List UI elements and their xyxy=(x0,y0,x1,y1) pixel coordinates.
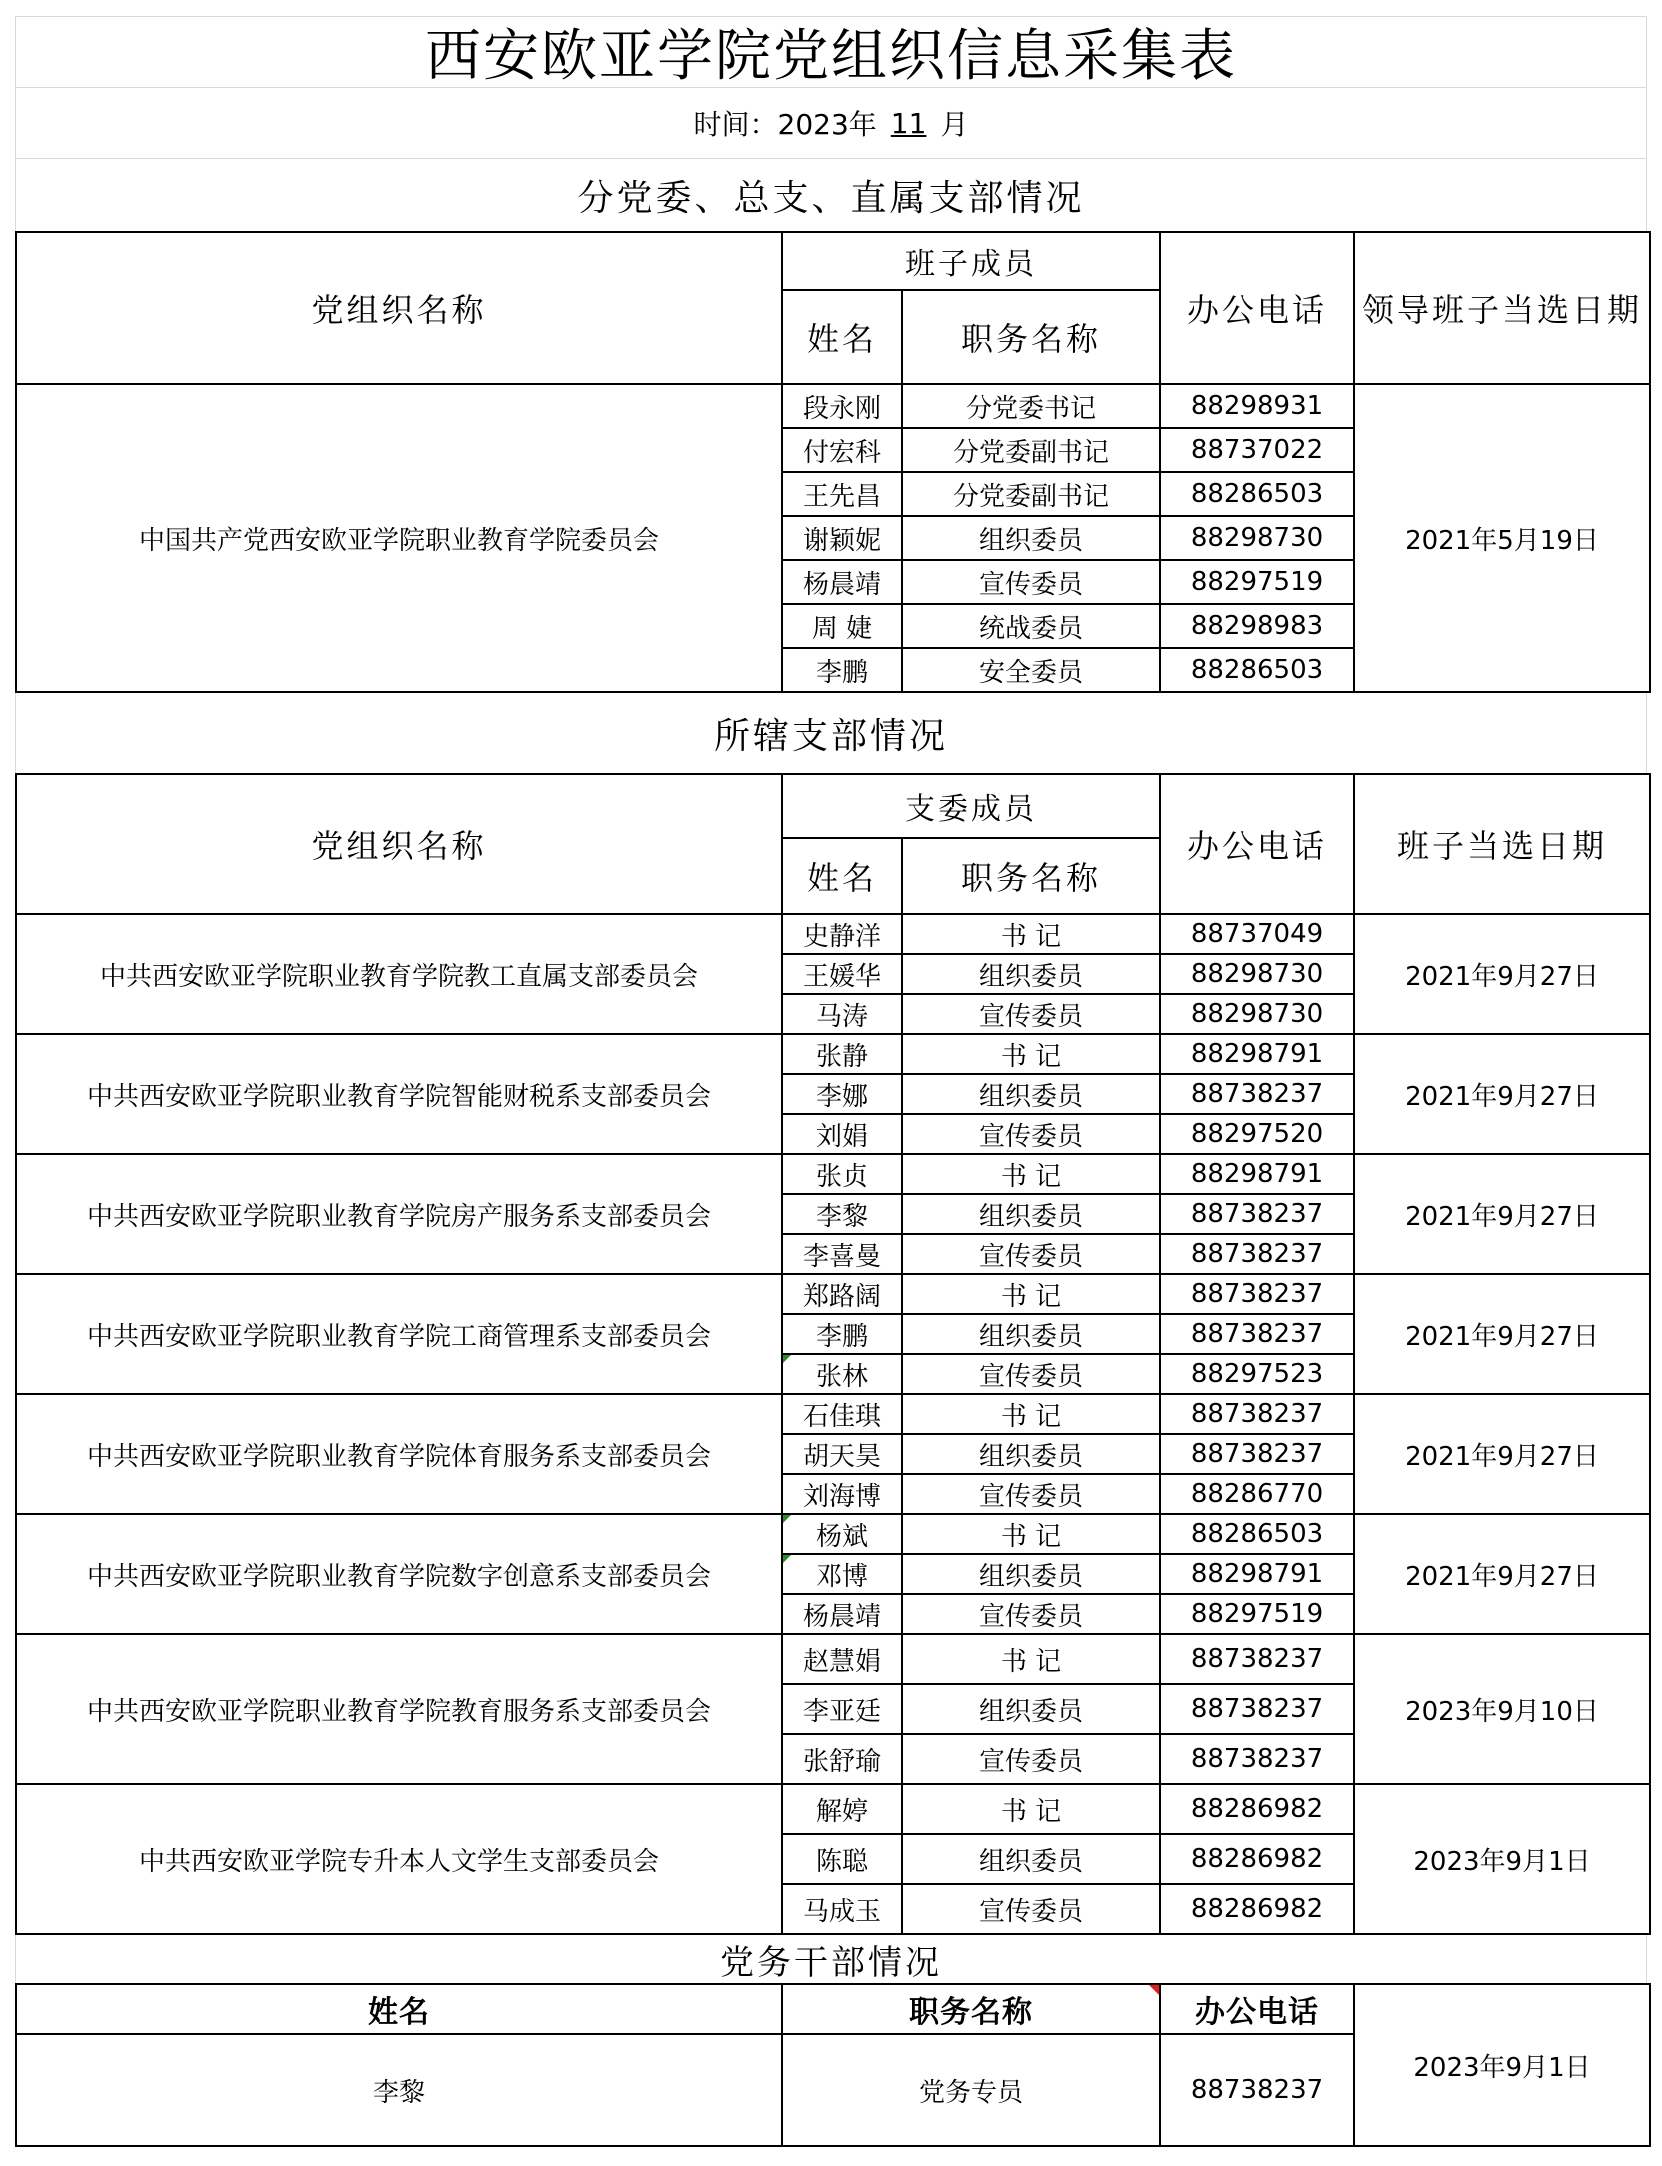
member-name: 刘娟 xyxy=(782,1114,902,1154)
member-phone: 88298791 xyxy=(1160,1034,1354,1074)
member-position: 书 记 xyxy=(902,1784,1160,1834)
branch-election-date: 2021年9月27日 xyxy=(1354,1394,1650,1514)
member-position: 组织委员 xyxy=(902,1074,1160,1114)
branch-org-name: 中共西安欧亚学院职业教育学院数字创意系支部委员会 xyxy=(16,1514,782,1634)
table-row xyxy=(16,1784,1650,1834)
header-name: 姓名 xyxy=(782,838,902,914)
member-phone: 88737049 xyxy=(1160,914,1354,954)
table-row xyxy=(16,384,1650,428)
table-row xyxy=(16,1274,1650,1314)
branch-election-date: 2021年9月27日 xyxy=(1354,1274,1650,1394)
period-line xyxy=(15,87,1647,159)
member-name: 马成玉 xyxy=(782,1884,902,1934)
table-row xyxy=(16,914,1650,954)
header-phone: 办公电话 xyxy=(1160,232,1354,384)
header-members: 支委成员 xyxy=(782,774,1160,838)
header-org: 党组织名称 xyxy=(16,774,782,914)
member-name: 张舒瑜 xyxy=(782,1734,902,1784)
member-phone: 88286503 xyxy=(1160,1514,1354,1554)
header-phone: 办公电话 xyxy=(1160,774,1354,914)
period-prefix: 时间：2023年 xyxy=(693,108,877,141)
table-row xyxy=(16,1154,1650,1194)
member-phone: 88738237 xyxy=(1160,1434,1354,1474)
member-phone: 88738237 xyxy=(1160,1634,1354,1684)
member-name: 王媛华 xyxy=(782,954,902,994)
member-phone: 88298983 xyxy=(1160,604,1354,648)
branch-org-name: 中共西安欧亚学院专升本人文学生支部委员会 xyxy=(16,1784,782,1934)
member-name: 史静洋 xyxy=(782,914,902,954)
branch-org-name: 中共西安欧亚学院职业教育学院房产服务系支部委员会 xyxy=(16,1154,782,1274)
member-phone: 88298931 xyxy=(1160,384,1354,428)
table-row xyxy=(16,1514,1650,1554)
member-name: 李黎 xyxy=(782,1194,902,1234)
branch-election-date: 2021年9月27日 xyxy=(1354,1514,1650,1634)
branch-election-date: 2021年9月27日 xyxy=(1354,1154,1650,1274)
member-position: 组织委员 xyxy=(902,1834,1160,1884)
header-members: 班子成员 xyxy=(782,232,1160,290)
table-row xyxy=(16,1394,1650,1434)
header-date: 领导班子当选日期 xyxy=(1354,232,1650,384)
member-phone: 88297519 xyxy=(1160,560,1354,604)
member-position: 书 记 xyxy=(902,1154,1160,1194)
header-name: 姓名 xyxy=(782,290,902,384)
member-phone: 88298730 xyxy=(1160,994,1354,1034)
member-phone: 88297519 xyxy=(1160,1594,1354,1634)
member-phone: 88737022 xyxy=(1160,428,1354,472)
member-phone: 88738237 xyxy=(1160,1274,1354,1314)
member-position: 组织委员 xyxy=(902,1434,1160,1474)
member-phone: 88297520 xyxy=(1160,1114,1354,1154)
member-phone: 88738237 xyxy=(1160,1734,1354,1784)
member-name: 杨晨靖 xyxy=(782,1594,902,1634)
org-name: 中国共产党西安欧亚学院职业教育学院委员会 xyxy=(16,384,782,692)
member-name: 王先昌 xyxy=(782,472,902,516)
member-name: 李亚廷 xyxy=(782,1684,902,1734)
member-name: 张林 xyxy=(782,1354,902,1394)
member-name: 赵慧娟 xyxy=(782,1634,902,1684)
header-position: 职务名称 xyxy=(902,838,1160,914)
member-position: 书 记 xyxy=(902,1034,1160,1074)
member-phone: 88738237 xyxy=(1160,1194,1354,1234)
election-date: 2021年5月19日 xyxy=(1354,384,1650,692)
member-position: 宣传委员 xyxy=(902,1884,1160,1934)
table-row xyxy=(16,1634,1650,1684)
member-position: 组织委员 xyxy=(902,1194,1160,1234)
member-phone: 88298791 xyxy=(1160,1554,1354,1594)
member-phone: 88738237 xyxy=(1160,1684,1354,1734)
member-position: 分党委副书记 xyxy=(902,472,1160,516)
member-position: 分党委副书记 xyxy=(902,428,1160,472)
member-phone: 88738237 xyxy=(1160,1394,1354,1434)
page-title: 西安欧亚学院党组织信息采集表 xyxy=(15,16,1647,87)
period-month: 11 xyxy=(890,106,927,140)
member-position: 书 记 xyxy=(902,1634,1160,1684)
member-phone: 88286982 xyxy=(1160,1834,1354,1884)
member-name: 李鹏 xyxy=(782,1314,902,1354)
branch-org-name: 中共西安欧亚学院职业教育学院工商管理系支部委员会 xyxy=(16,1274,782,1394)
member-position: 书 记 xyxy=(902,1514,1160,1554)
member-phone: 88286770 xyxy=(1160,1474,1354,1514)
branch-election-date: 2021年9月27日 xyxy=(1354,914,1650,1034)
cadre-name: 李黎 xyxy=(16,2034,782,2146)
member-position: 宣传委员 xyxy=(902,560,1160,604)
section-heading-cadres: 党务干部情况 xyxy=(15,1935,1647,1983)
header-position: 职务名称 xyxy=(902,290,1160,384)
cadre-election-date: 2023年9月1日 xyxy=(1354,1984,1650,2146)
table-row xyxy=(16,1034,1650,1074)
branch-election-date: 2023年9月10日 xyxy=(1354,1634,1650,1784)
member-position: 书 记 xyxy=(902,914,1160,954)
header-row xyxy=(16,232,1650,290)
member-phone: 88298730 xyxy=(1160,954,1354,994)
header-org: 党组织名称 xyxy=(16,232,782,384)
member-position: 组织委员 xyxy=(902,1554,1160,1594)
member-position: 组织委员 xyxy=(902,1684,1160,1734)
member-position: 安全委员 xyxy=(902,648,1160,692)
member-phone: 88286982 xyxy=(1160,1884,1354,1934)
member-phone: 88298791 xyxy=(1160,1154,1354,1194)
member-position: 宣传委员 xyxy=(902,1234,1160,1274)
committee-table xyxy=(15,231,1651,693)
branch-org-name: 中共西安欧亚学院职业教育学院智能财税系支部委员会 xyxy=(16,1034,782,1154)
member-name: 陈聪 xyxy=(782,1834,902,1884)
member-name: 解婷 xyxy=(782,1784,902,1834)
member-name: 李喜曼 xyxy=(782,1234,902,1274)
member-phone: 88286503 xyxy=(1160,472,1354,516)
cadre-phone: 88738237 xyxy=(1160,2034,1354,2146)
member-name: 李娜 xyxy=(782,1074,902,1114)
member-name: 李鹏 xyxy=(782,648,902,692)
branches-table xyxy=(15,773,1651,1935)
branch-election-date: 2021年9月27日 xyxy=(1354,1034,1650,1154)
member-name: 邓博 xyxy=(782,1554,902,1594)
member-name: 胡天昊 xyxy=(782,1434,902,1474)
member-name: 郑路阔 xyxy=(782,1274,902,1314)
member-position: 组织委员 xyxy=(902,1314,1160,1354)
cadres-table xyxy=(15,1983,1651,2147)
branch-org-name: 中共西安欧亚学院职业教育学院体育服务系支部委员会 xyxy=(16,1394,782,1514)
member-phone: 88738237 xyxy=(1160,1074,1354,1114)
member-position: 书 记 xyxy=(902,1274,1160,1314)
header-position: 职务名称 xyxy=(782,1984,1160,2034)
header-name: 姓名 xyxy=(16,1984,782,2034)
member-name: 谢颖妮 xyxy=(782,516,902,560)
member-name: 张贞 xyxy=(782,1154,902,1194)
member-name: 付宏科 xyxy=(782,428,902,472)
period-suffix: 月 xyxy=(940,108,969,141)
member-position: 宣传委员 xyxy=(902,1734,1160,1784)
member-phone: 88738237 xyxy=(1160,1314,1354,1354)
member-position: 组织委员 xyxy=(902,954,1160,994)
member-phone: 88297523 xyxy=(1160,1354,1354,1394)
member-name: 马涛 xyxy=(782,994,902,1034)
member-position: 组织委员 xyxy=(902,516,1160,560)
branch-org-name: 中共西安欧亚学院职业教育学院教育服务系支部委员会 xyxy=(16,1634,782,1784)
member-name: 杨斌 xyxy=(782,1514,902,1554)
member-name: 段永刚 xyxy=(782,384,902,428)
member-position: 宣传委员 xyxy=(902,1114,1160,1154)
member-name: 刘海博 xyxy=(782,1474,902,1514)
section-heading-branches: 所辖支部情况 xyxy=(15,693,1647,773)
member-name: 周 婕 xyxy=(782,604,902,648)
member-phone: 88738237 xyxy=(1160,1234,1354,1274)
member-position: 书 记 xyxy=(902,1394,1160,1434)
member-position: 统战委员 xyxy=(902,604,1160,648)
branch-election-date: 2023年9月1日 xyxy=(1354,1784,1650,1934)
member-position: 宣传委员 xyxy=(902,1354,1160,1394)
member-position: 宣传委员 xyxy=(902,994,1160,1034)
cadre-position: 党务专员 xyxy=(782,2034,1160,2146)
member-position: 分党委书记 xyxy=(902,384,1160,428)
header-phone: 办公电话 xyxy=(1160,1984,1354,2034)
member-position: 宣传委员 xyxy=(902,1594,1160,1634)
member-phone: 88286503 xyxy=(1160,648,1354,692)
spreadsheet xyxy=(15,16,1647,2147)
header-row xyxy=(16,1984,1650,2034)
header-row xyxy=(16,774,1650,838)
member-name: 杨晨靖 xyxy=(782,560,902,604)
member-phone: 88286982 xyxy=(1160,1784,1354,1834)
section-heading-committee: 分党委、总支、直属支部情况 xyxy=(15,159,1647,231)
header-date: 班子当选日期 xyxy=(1354,774,1650,914)
member-name: 石佳琪 xyxy=(782,1394,902,1434)
branch-org-name: 中共西安欧亚学院职业教育学院教工直属支部委员会 xyxy=(16,914,782,1034)
member-position: 宣传委员 xyxy=(902,1474,1160,1514)
member-name: 张静 xyxy=(782,1034,902,1074)
member-phone: 88298730 xyxy=(1160,516,1354,560)
